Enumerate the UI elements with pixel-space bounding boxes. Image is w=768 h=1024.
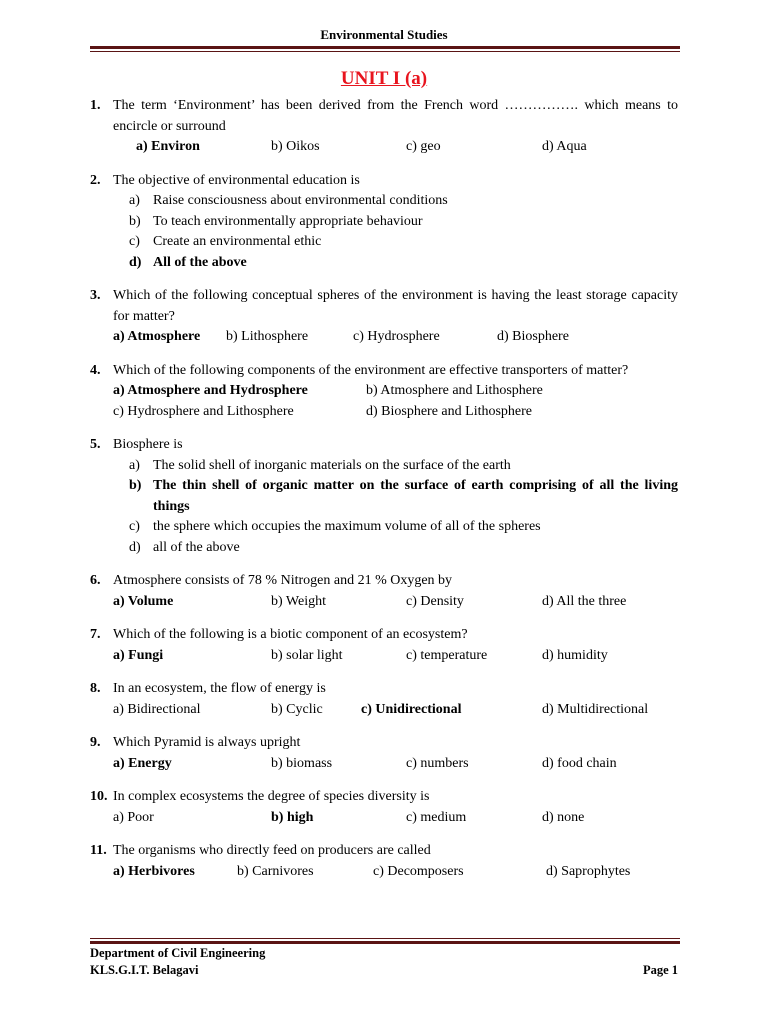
option-b: [113, 476, 678, 517]
footer-department: Department of Civil Engineering: [90, 946, 266, 960]
question-text: Atmosphere consists of 78 % Nitrogen and 21 % Oxygen by: [113, 573, 453, 588]
question-number: 1.: [90, 98, 101, 113]
option-text: The thin shell of organic matter on the surface of earth comprising of all the living things: [153, 478, 678, 514]
question-number: 4.: [90, 362, 101, 378]
options-row: [113, 754, 678, 775]
question-9: [90, 733, 678, 774]
question-text: The organisms who directly feed on producers are called: [113, 843, 431, 858]
option-d: d) Aqua: [542, 139, 587, 154]
option-d: [113, 253, 678, 274]
option-text: All of the above: [153, 254, 247, 270]
header-rule-thick: [90, 46, 680, 49]
question-6: [90, 571, 678, 612]
option-c: [113, 517, 678, 538]
option-c: [113, 232, 678, 253]
question-number: 6.: [90, 573, 101, 588]
option-a: a) Atmosphere and Hydrosphere: [113, 383, 308, 398]
header-rule-thin: [90, 51, 680, 52]
unit-title: UNIT I (a): [340, 68, 428, 89]
option-label: a): [129, 193, 140, 208]
option-label: d): [129, 254, 142, 270]
option-a: a) Herbivores: [113, 863, 195, 879]
question-10: [90, 787, 678, 828]
option-c: c) numbers: [406, 755, 469, 771]
question-list: [90, 96, 678, 895]
question-text: Which of the following conceptual spheres of the environment is having the least storage capacity for matter?: [113, 288, 678, 324]
question-text: Which Pyramid is always upright: [113, 735, 301, 750]
option-c: c) temperature: [406, 647, 488, 663]
question-number: 5.: [90, 437, 101, 452]
question-text: The term ‘Environment’ has been derived from the French word ……………. which means to encircle or surround: [113, 98, 678, 134]
option-text: The solid shell of inorganic materials on the surface of the earth: [153, 457, 511, 473]
question-2: [90, 171, 678, 274]
option-text: all of the above: [153, 539, 240, 555]
option-label: c): [129, 519, 140, 534]
options-row: [113, 381, 678, 402]
option-c: c) Density: [406, 593, 464, 609]
question-text: In complex ecosystems the degree of species diversity is: [113, 789, 430, 804]
option-label: d): [129, 539, 141, 555]
option-a: a) Atmosphere: [113, 329, 201, 344]
header-title: Environmental Studies: [320, 27, 448, 42]
option-d: d) All the three: [542, 593, 627, 609]
option-a: [113, 191, 678, 212]
question-4: [90, 361, 678, 423]
option-label: a): [129, 457, 140, 473]
option-text: Create an environmental ethic: [153, 234, 322, 249]
option-a: a) Environ: [136, 139, 200, 154]
options-row: [113, 402, 678, 423]
options-row: [113, 700, 678, 721]
option-label: b): [129, 213, 141, 229]
option-b: b) Atmosphere and Lithosphere: [366, 383, 543, 398]
option-d: d) Biosphere and Lithosphere: [366, 403, 533, 419]
option-label: b): [129, 478, 142, 493]
option-d: d) Multidirectional: [542, 701, 649, 717]
option-d: d) humidity: [542, 647, 608, 663]
footer-rule-thick: [90, 941, 680, 944]
question-number: 3.: [90, 288, 101, 303]
question-text: Which of the following is a biotic component of an ecosystem?: [113, 627, 468, 642]
option-c: c) Unidirectional: [361, 701, 462, 717]
option-b: b) solar light: [271, 647, 343, 663]
question-8: [90, 679, 678, 720]
question-text: The objective of environmental education is: [113, 172, 360, 188]
option-b: [113, 212, 678, 233]
question-7: [90, 625, 678, 666]
option-c: c) geo: [406, 139, 441, 154]
options-row: [113, 137, 678, 158]
option-d: d) Saprophytes: [546, 863, 631, 879]
question-number: 7.: [90, 627, 101, 642]
option-b: b) high: [271, 809, 314, 825]
options-row: [113, 862, 678, 883]
option-c: c) medium: [406, 809, 467, 825]
option-d: d) Biosphere: [497, 329, 569, 344]
option-text: Raise consciousness about environmental conditions: [153, 193, 448, 208]
question-number: 11.: [90, 843, 107, 858]
question-number: 8.: [90, 681, 101, 696]
option-b: b) Lithosphere: [226, 329, 309, 344]
options-row: [113, 592, 678, 613]
footer-page-number: Page 1: [642, 963, 678, 977]
option-d: d) food chain: [542, 755, 617, 771]
options-row: [113, 808, 678, 829]
option-a: a) Volume: [113, 593, 174, 609]
question-text: Biosphere is: [113, 437, 183, 452]
option-a: a) Poor: [113, 809, 154, 825]
option-a: [113, 456, 678, 477]
option-b: b) Oikos: [271, 139, 320, 154]
option-label: c): [129, 234, 140, 249]
option-d: [113, 538, 678, 559]
option-d: d) none: [542, 809, 585, 825]
option-a: a) Bidirectional: [113, 701, 201, 717]
footer-rule-thin: [90, 938, 680, 939]
question-number: 10.: [90, 789, 108, 804]
option-a: a) Fungi: [113, 647, 164, 663]
question-5: [90, 435, 678, 558]
option-b: b) Cyclic: [271, 701, 323, 717]
option-c: c) Decomposers: [373, 863, 464, 879]
option-a: a) Energy: [113, 755, 172, 771]
option-b: b) biomass: [271, 755, 333, 771]
question-text: Which of the following components of the environment are effective transporters of matter?: [113, 362, 629, 378]
option-b: b) Carnivores: [237, 863, 314, 879]
footer-institute: KLS.G.I.T. Belagavi: [90, 963, 199, 977]
question-1: [90, 96, 678, 158]
options-row: [113, 327, 678, 348]
question-3: [90, 286, 678, 348]
option-b: b) Weight: [271, 593, 326, 609]
question-number: 9.: [90, 735, 101, 750]
option-text: To teach environmentally appropriate behaviour: [153, 213, 423, 229]
question-text: In an ecosystem, the flow of energy is: [113, 681, 326, 696]
option-c: c) Hydrosphere and Lithosphere: [113, 403, 294, 419]
question-11: [90, 841, 678, 882]
options-row: [113, 646, 678, 667]
option-text: the sphere which occupies the maximum volume of all of the spheres: [153, 519, 541, 534]
option-c: c) Hydrosphere: [353, 329, 440, 344]
question-number: 2.: [90, 172, 101, 188]
